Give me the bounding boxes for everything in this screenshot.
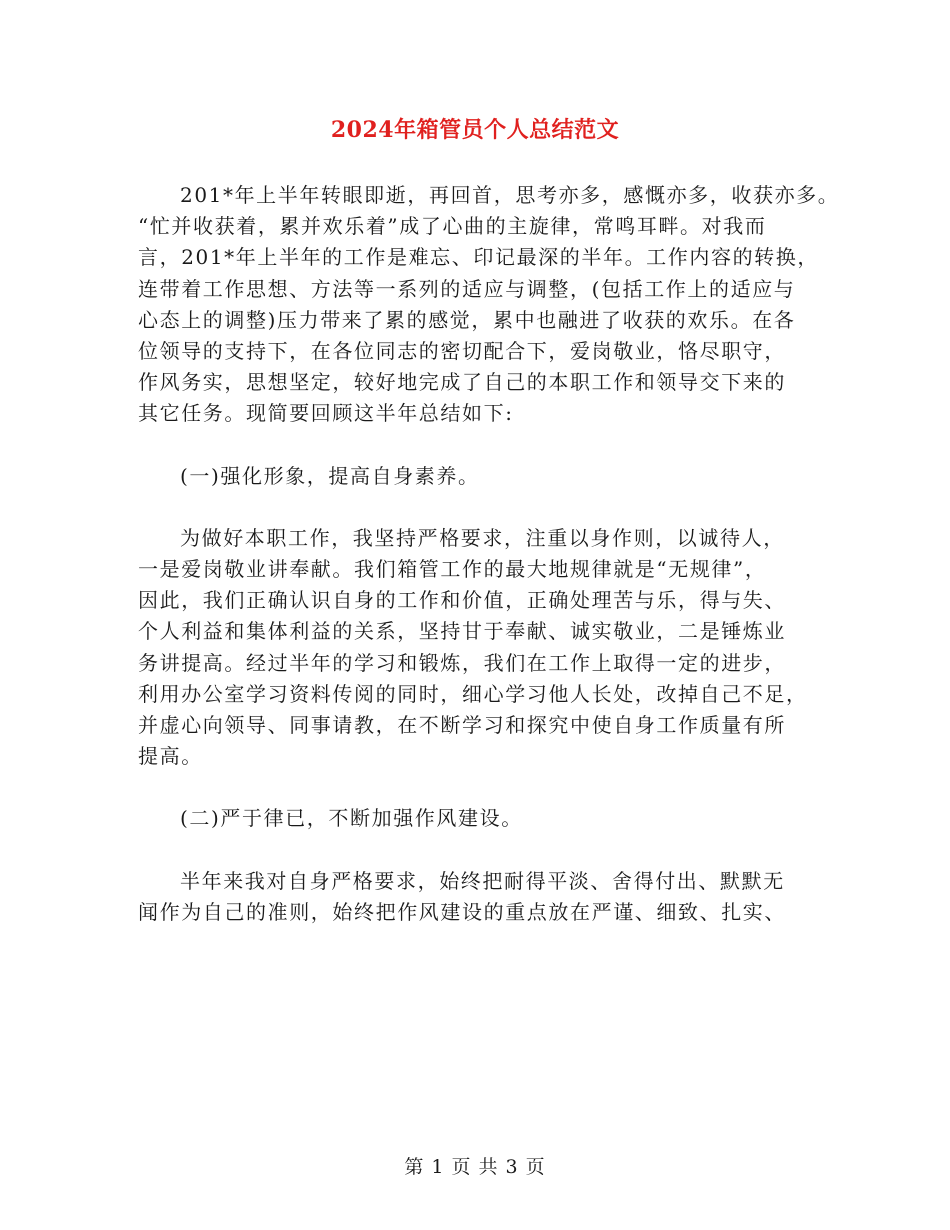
page-footer: 第 1 页 共 3 页	[404, 1156, 546, 1178]
text-line: 因此，我们正确认识自身的工作和价值，正确处理苦与乐，得与失、	[138, 588, 786, 613]
document-title: 2024年箱管员个人总结范文	[330, 117, 620, 143]
paragraph-gap	[138, 430, 838, 461]
text-line: 闻作为自己的准则，始终把作风建设的重点放在严谨、细致、扎实、	[138, 899, 786, 924]
text-line: (二)严于律已，不断加强作风建设。	[180, 806, 523, 831]
text-line: “忙并收获着，累并欢乐着”成了心曲的主旋律，常鸣耳畔。对我而	[138, 214, 767, 239]
text-line: 位领导的支持下，在各位同志的密切配合下，爱岗敬业，恪尽职守，	[138, 339, 786, 364]
text-line: 利用办公室学习资料传阅的同时，细心学习他人长处，改掉自己不足，	[138, 681, 808, 706]
text-line: 提高。	[138, 744, 203, 769]
text-line: 并虚心向领导、同事请教，在不断学习和探究中使自身工作质量有所	[138, 713, 786, 738]
section-heading-1	[138, 461, 838, 492]
text-line: 作风务实，思想坚定，较好地完成了自己的本职工作和领导交下来的	[138, 370, 786, 395]
text-line: 一是爱岗敬业讲奉献。我们箱管工作的最大地规律就是“无规律”，	[138, 557, 767, 582]
paragraph-section-1	[138, 523, 838, 773]
paragraph-section-2	[138, 866, 838, 928]
section-heading-2	[138, 803, 838, 834]
paragraph-gap	[138, 835, 838, 866]
paragraph-intro	[138, 180, 838, 430]
text-line: 其它任务。现简要回顾这半年总结如下:	[138, 401, 514, 426]
paragraph-gap	[138, 492, 838, 523]
document-body	[138, 180, 838, 928]
text-line: 个人利益和集体利益的关系，坚持甘于奉献、诚实敬业，二是锤炼业	[138, 619, 786, 644]
text-line: 连带着工作思想、方法等一系列的适应与调整，(包括工作上的适应与	[138, 276, 796, 301]
text-line: 为做好本职工作，我坚持严格要求，注重以身作则，以诚待人，	[180, 525, 785, 550]
text-line: (一)强化形象，提高自身素养。	[180, 463, 480, 488]
text-line: 言，201*年上半年的工作是难忘、印记最深的半年。工作内容的转换，	[138, 245, 819, 270]
paragraph-gap	[138, 772, 838, 803]
text-line: 201*年上半年转眼即逝，再回首，思考亦多，感慨亦多，收获亦多。	[180, 183, 840, 207]
text-line: 半年来我对自身严格要求，始终把耐得平淡、舍得付出、默默无	[180, 868, 785, 893]
text-line: 心态上的调整)压力带来了累的感觉，累中也融进了收获的欢乐。在各	[138, 307, 796, 332]
text-line: 务讲提高。经过半年的学习和锻炼，我们在工作上取得一定的进步，	[138, 650, 786, 675]
